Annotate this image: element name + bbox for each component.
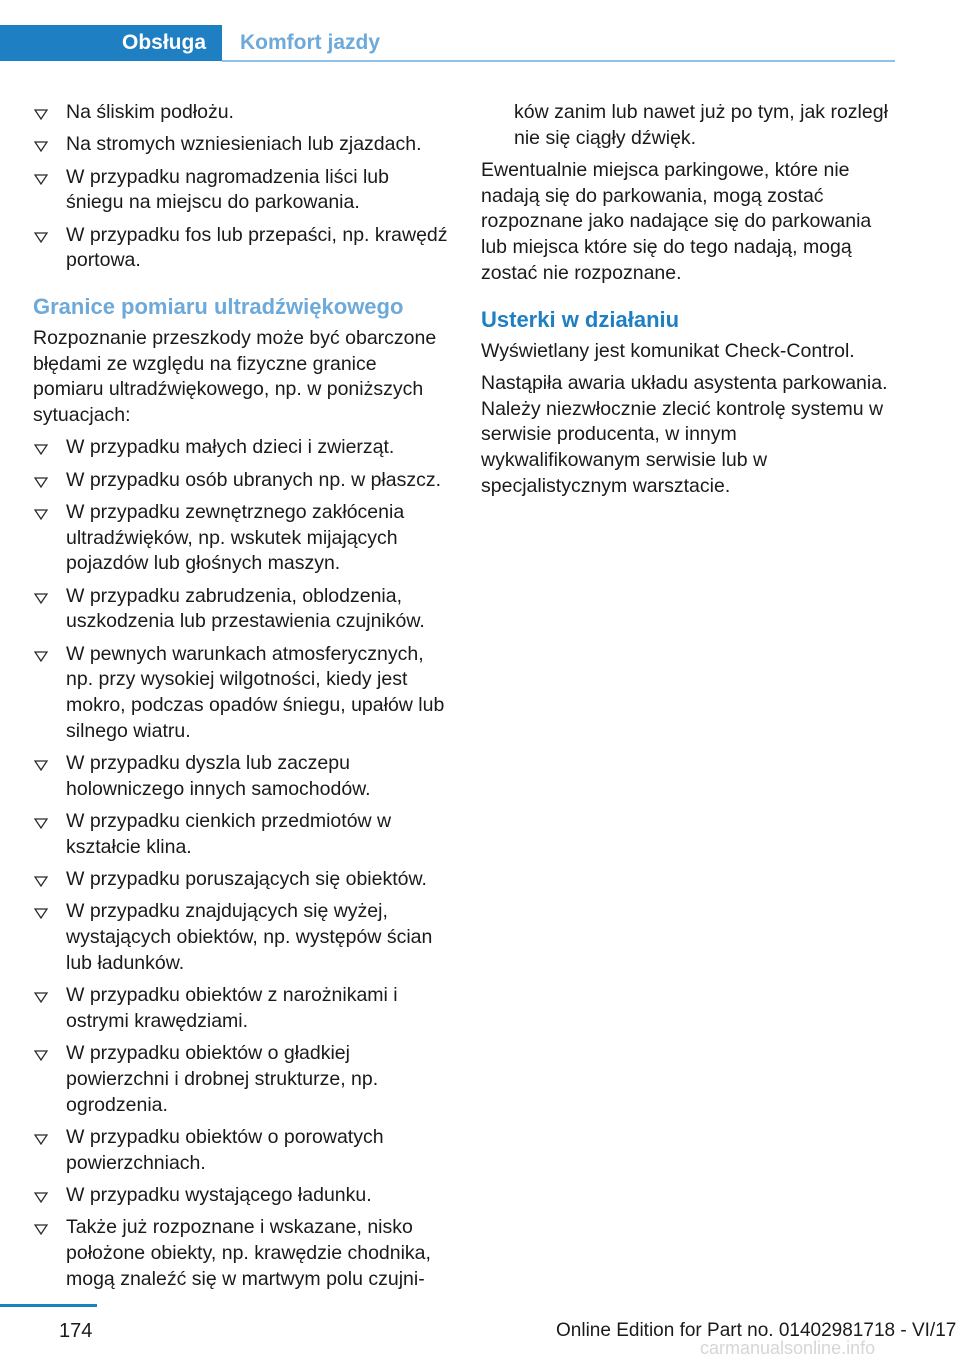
list-item-text: W przypadku obiektów o gładkiej powierzchni i drobnej strukturze, np. ogrodzenia.	[66, 1042, 379, 1116]
list-item	[33, 867, 451, 893]
left-column	[33, 100, 451, 1299]
list-item	[33, 165, 451, 216]
list-item	[33, 132, 451, 158]
list-item-continuation: ków zanim lub nawet już po tym, jak rozległ nie się ciągły dźwięk.	[514, 101, 888, 149]
edition-note: Online Edition for Part no. 01402981718 - VI/17	[556, 1320, 957, 1341]
list-item	[33, 1215, 451, 1292]
list-item-text: W pewnych warunkach atmosferycznych, np. przy wysokiej wilgotności, kiedy jest mokro, podczas opadów śniegu, upałów lub silnego wiatru.	[66, 642, 445, 742]
list-item	[33, 435, 451, 461]
list-item-text: W przypadku fos lub przepaści, np. krawędź portowa.	[66, 223, 448, 272]
section-title-ultrasonic-limits: Granice pomiaru ultradźwiękowego	[33, 294, 404, 319]
section-title-malfunctions: Usterki w działaniu	[481, 306, 680, 332]
list-item-text: W przypadku poruszających się obiektów.	[66, 868, 427, 891]
list-item	[33, 983, 451, 1034]
bullet-list-top	[33, 100, 451, 274]
list-item-text: W przypadku małych dzieci i zwierząt.	[66, 436, 395, 459]
list-item-text: W przypadku dyszla lub zaczepu holowniczego innych samochodów.	[66, 752, 371, 800]
list-item	[33, 1183, 451, 1209]
list-item-text: W przypadku obiektów o porowatych powierzchniach.	[66, 1125, 384, 1174]
page-number: 174	[59, 1320, 93, 1342]
list-item	[33, 1041, 451, 1118]
list-item-text: W przypadku obiektów z narożnikami i ostrymi krawędziami.	[66, 984, 398, 1032]
paragraph-parking-spaces: Ewentualnie miejsca parkingowe, które nie nadają się do parkowania, mogą zostać rozpoznane jako nadające się do parkowania lub miejsca które się do tego nadają, mogą zostać nie rozpoznane.	[481, 159, 872, 284]
triangle-bullet-icon	[33, 751, 49, 777]
list-item-text: W przypadku osób ubranych np. w płaszcz.	[66, 468, 442, 491]
list-item	[33, 809, 451, 860]
bullet-list-limits	[33, 435, 451, 1292]
list-item-text: Także już rozpoznane i wskazane, nisko położone obiekty, np. krawędzie chodnika, mogą znaleźć się w martwym polu czujni-	[66, 1216, 431, 1290]
header-divider	[222, 60, 895, 62]
triangle-bullet-icon	[33, 1215, 49, 1241]
triangle-bullet-icon	[33, 899, 49, 925]
watermark: carmanualsonline.info	[700, 1338, 876, 1358]
triangle-bullet-icon	[33, 165, 49, 191]
triangle-bullet-icon	[33, 584, 49, 610]
paragraph-system-failure: Nastąpiła awaria układu asystenta parkowania. Należy niezwłocznie zlecić kontrolę systemu w serwisie producenta, w innym wykwalifikowanym serwisie lub w specjalistycznym warsztacie.	[481, 371, 888, 497]
tab-obsluga[interactable]	[0, 25, 222, 61]
list-item-text: Na śliskim podłożu.	[66, 101, 234, 123]
list-item	[33, 468, 451, 494]
triangle-bullet-icon	[33, 1183, 49, 1209]
list-item	[33, 584, 451, 635]
triangle-bullet-icon	[33, 1125, 49, 1151]
list-item	[33, 899, 451, 976]
triangle-bullet-icon	[33, 1041, 49, 1067]
triangle-bullet-icon	[33, 223, 49, 249]
triangle-bullet-icon	[33, 867, 49, 893]
triangle-bullet-icon	[33, 809, 49, 835]
triangle-bullet-icon	[33, 983, 49, 1009]
tab-obsluga-label: Obsługa	[121, 31, 206, 54]
list-item	[33, 751, 451, 802]
paragraph-check-control: Wyświetlany jest komunikat Check-Control.	[481, 339, 855, 362]
list-item	[33, 500, 451, 577]
list-item-text: W przypadku nagromadzenia liści lub śniegu na miejscu do parkowania.	[66, 165, 389, 214]
tab-komfort-jazdy-label: Komfort jazdy	[240, 31, 381, 54]
list-item-text: Na stromych wzniesieniach lub zjazdach.	[66, 133, 422, 156]
triangle-bullet-icon	[33, 132, 49, 158]
list-item	[33, 100, 451, 126]
tab-komfort-jazdy[interactable]	[240, 25, 380, 61]
triangle-bullet-icon	[33, 500, 49, 526]
list-item	[33, 1125, 451, 1176]
list-item-text: W przypadku cienkich przedmiotów w kształcie klina.	[66, 810, 392, 858]
page-header	[0, 0, 960, 64]
triangle-bullet-icon	[33, 642, 49, 668]
list-item	[33, 223, 451, 274]
list-item-text: W przypadku zewnętrznego zakłócenia ultradźwięków, np. wskutek mijających pojazdów lub głośnych maszyn.	[66, 501, 405, 575]
triangle-bullet-icon	[33, 435, 49, 461]
footer-divider	[0, 1304, 97, 1307]
section-intro: Rozpoznanie przeszkody może być obarczone błędami ze względu na fizyczne granice pomiaru ultradźwiękowego, np. w poniższych sytuacjach:	[33, 327, 437, 427]
list-item-text: W przypadku wystającego ładunku.	[66, 1183, 372, 1206]
triangle-bullet-icon	[33, 100, 49, 126]
triangle-bullet-icon	[33, 468, 49, 494]
list-item-text: W przypadku zabrudzenia, oblodzenia, uszkodzenia lub przestawienia czujników.	[66, 584, 425, 633]
right-column	[481, 100, 901, 506]
list-item-text: W przypadku znajdujących się wyżej, wystających obiektów, np. występów ścian lub ładunków.	[66, 900, 433, 974]
list-item	[33, 642, 451, 745]
